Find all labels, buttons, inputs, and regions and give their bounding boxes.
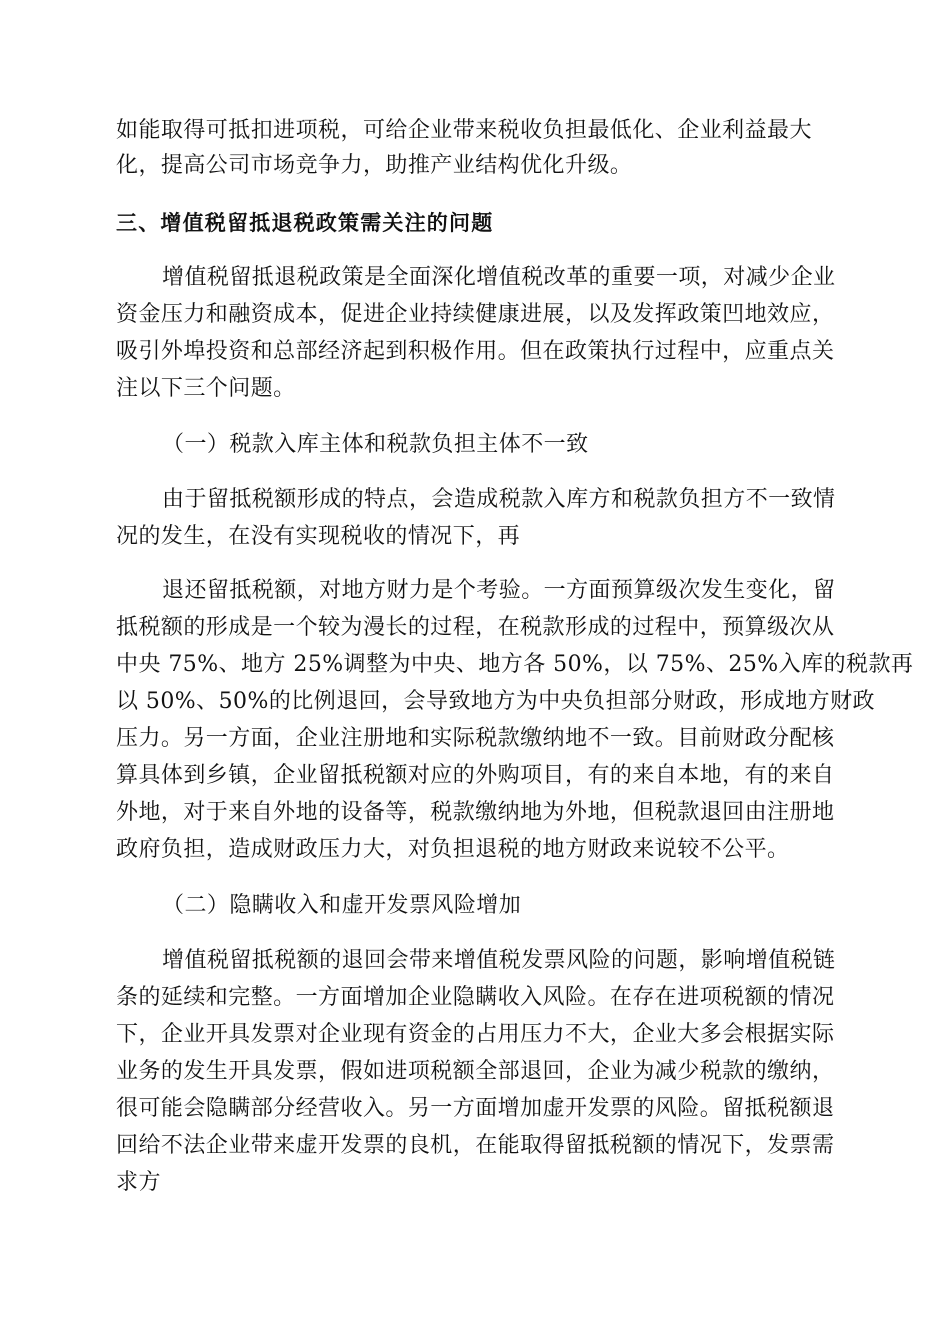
paragraph-line: 业务的发生开具发票，假如进项税额全部退回，企业为减少税款的缴纳， bbox=[116, 1059, 835, 1084]
paragraph-line: 增值税留抵退税政策是全面深化增值税改革的重要一项，对减少企业 bbox=[162, 265, 836, 290]
paragraph-line: 中央 75%、地方 25%调整为中央、地方各 50%，以 75%、25%入库的税款再 bbox=[116, 652, 914, 677]
paragraph-line: 算具体到乡镇，企业留抵税额对应的外购项目，有的来自本地，有的来自 bbox=[116, 763, 835, 788]
paragraph-line: 增值税留抵税额的退回会带来增值税发票风险的问题，影响增值税链 bbox=[162, 948, 836, 973]
paragraph-line: 下，企业开具发票对企业现有资金的占用压力不大，企业大多会根据实际 bbox=[116, 1022, 835, 1047]
paragraph-line: 求方 bbox=[116, 1170, 161, 1195]
paragraph-line: 退还留抵税额，对地方财力是个考验。一方面预算级次发生变化，留 bbox=[162, 578, 836, 603]
paragraph-line: 况的发生，在没有实现税收的情况下，再 bbox=[116, 524, 521, 549]
paragraph-line: 吸引外埠投资和总部经济起到积极作用。但在政策执行过程中，应重点关 bbox=[116, 339, 835, 364]
paragraph-line: 资金压力和融资成本，促进企业持续健康进展，以及发挥政策凹地效应， bbox=[116, 302, 835, 327]
paragraph-line: 政府负担，造成财政压力大，对负担退税的地方财政来说较不公平。 bbox=[116, 837, 790, 862]
paragraph-line: 由于留抵税额形成的特点，会造成税款入库方和税款负担方不一致情 bbox=[162, 487, 836, 512]
paragraph-line: 回给不法企业带来虚开发票的良机，在能取得留抵税额的情况下，发票需 bbox=[116, 1133, 835, 1158]
paragraph-line: 压力。另一方面，企业注册地和实际税款缴纳地不一致。目前财政分配核 bbox=[116, 726, 835, 751]
section-heading: 三、增值税留抵退税政策需关注的问题 bbox=[116, 211, 494, 235]
paragraph-line: 以 50%、50%的比例退回，会导致地方为中央负担部分财政，形成地方财政 bbox=[116, 689, 875, 714]
paragraph-line: 很可能会隐瞒部分经营收入。另一方面增加虚开发票的风险。留抵税额退 bbox=[116, 1096, 835, 1121]
paragraph-line: 条的延续和完整。一方面增加企业隐瞒收入风险。在存在进项税额的情况 bbox=[116, 985, 835, 1010]
paragraph-line: 外地，对于来自外地的设备等，税款缴纳地为外地，但税款退回由注册地 bbox=[116, 800, 835, 825]
subsection-heading: （一）税款入库主体和税款负担主体不一致 bbox=[162, 432, 589, 457]
subsection-heading: （二）隐瞒收入和虚开发票风险增加 bbox=[162, 893, 522, 918]
paragraph-line: 化，提高公司市场竞争力，助推产业结构优化升级。 bbox=[116, 153, 633, 178]
paragraph-line: 抵税额的形成是一个较为漫长的过程，在税款形成的过程中，预算级次从 bbox=[116, 615, 835, 640]
paragraph-line: 注以下三个问题。 bbox=[116, 376, 296, 401]
paragraph-line: 如能取得可抵扣进项税，可给企业带来税收负担最低化、企业利益最大 bbox=[116, 118, 812, 143]
